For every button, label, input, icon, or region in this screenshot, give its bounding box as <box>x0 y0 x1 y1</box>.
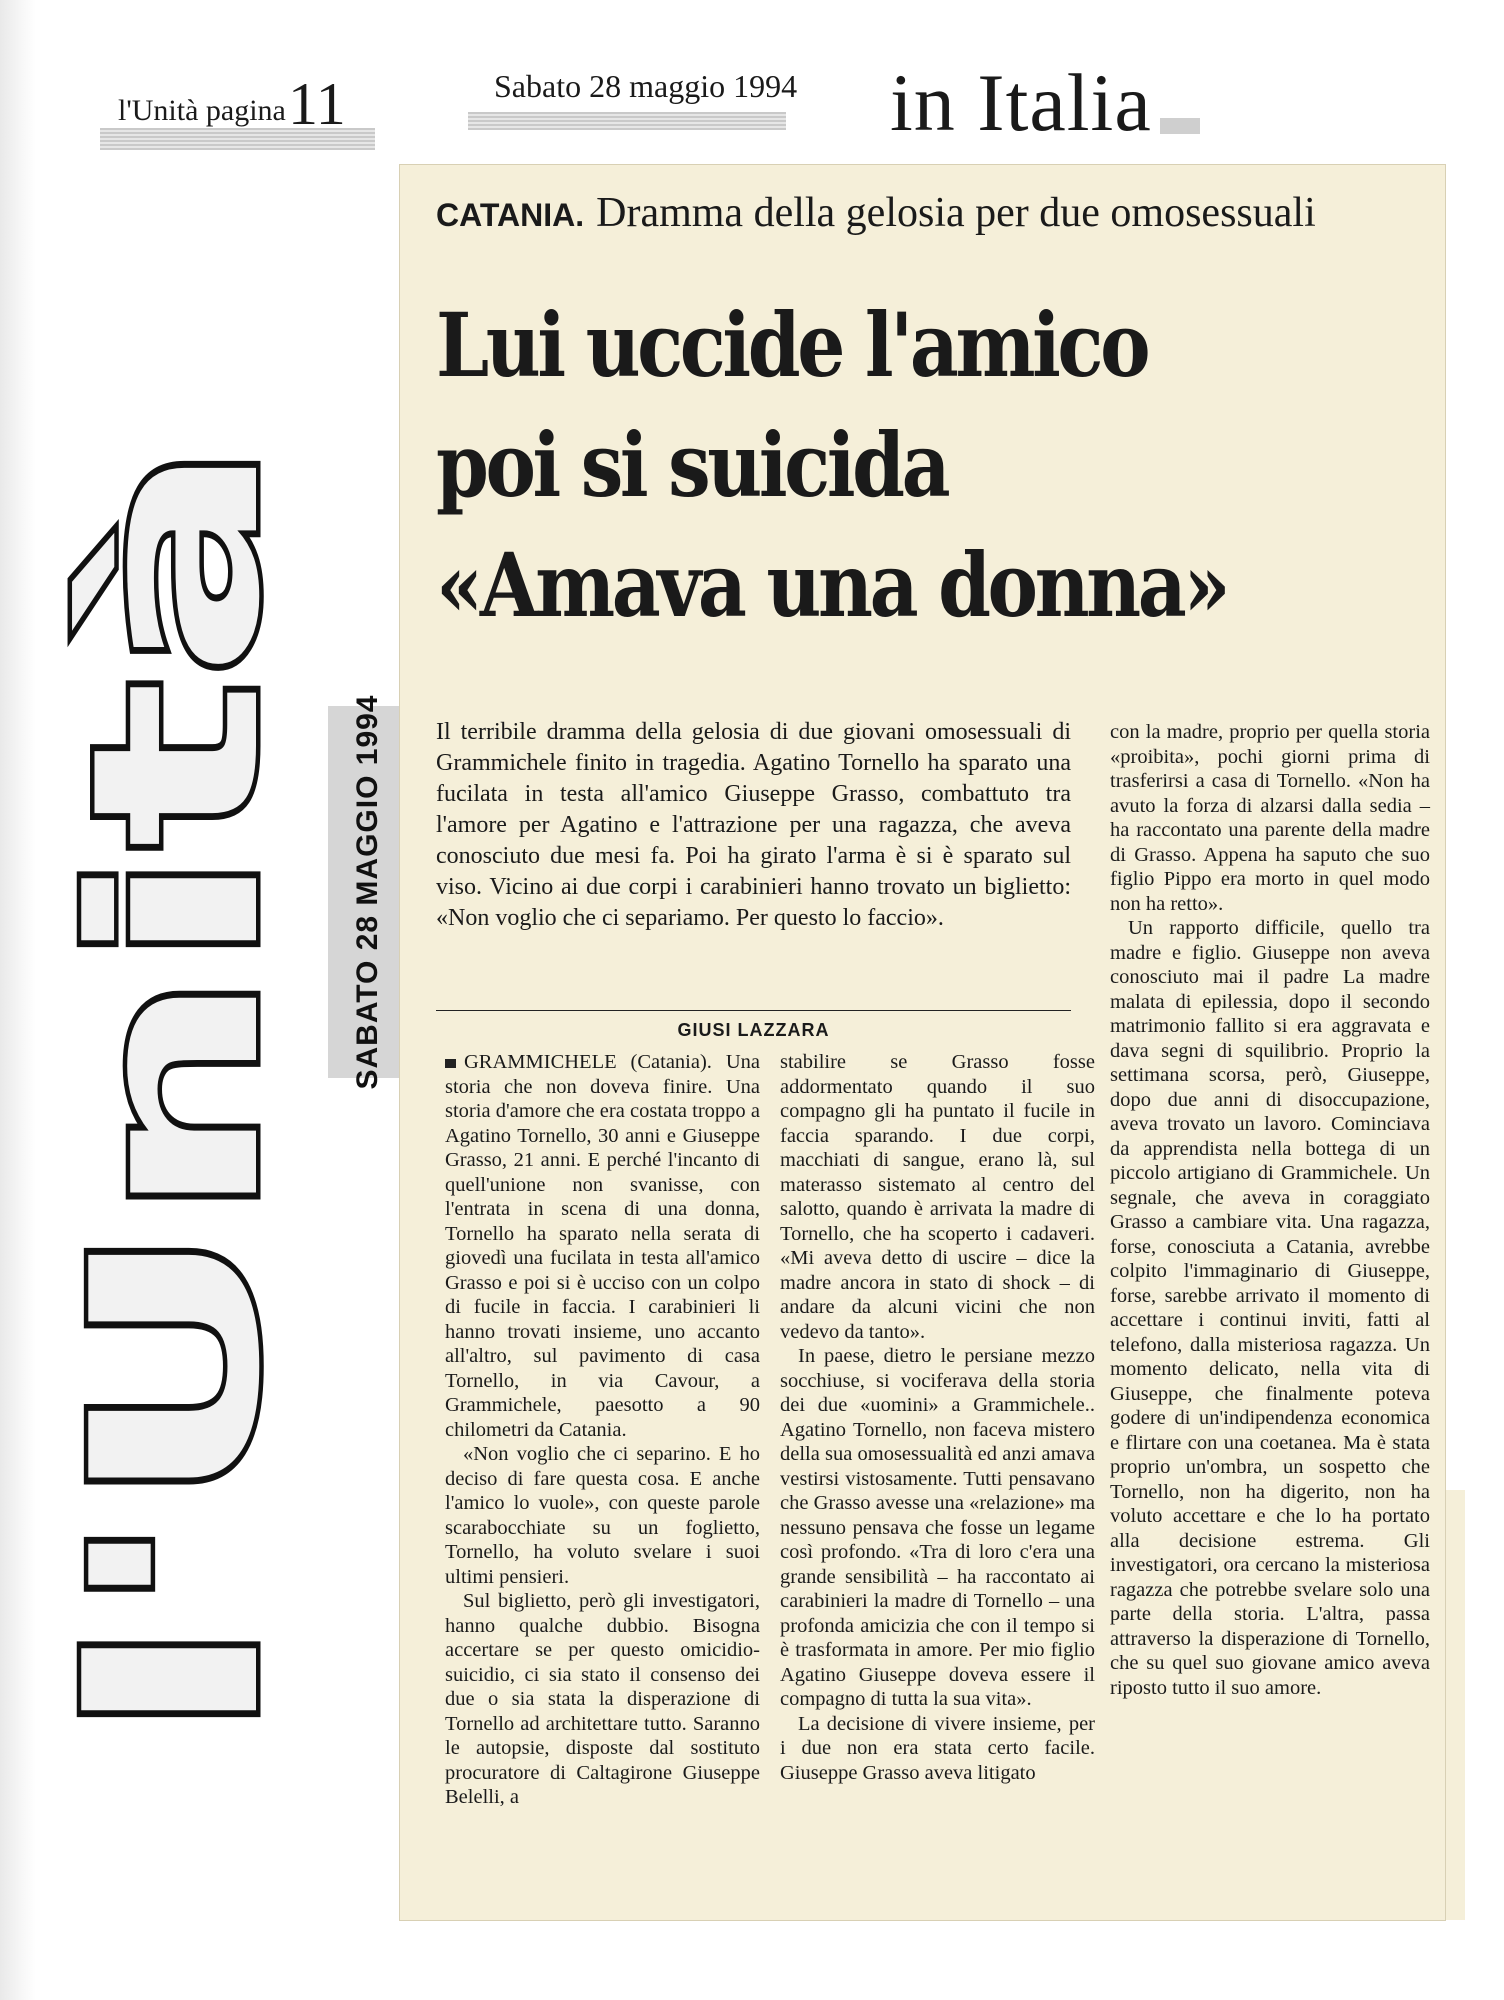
body-paragraph: «Non voglio che ci separino. E ho deciso di fare questa cosa. E anche l'amico lo vuole», con queste parole scarabocchiate su un foglietto, Tornello, ha voluto svelare i suoi ultimi pensieri. <box>445 1443 760 1588</box>
side-date: SABATO 28 MAGGIO 1994 <box>351 694 384 1090</box>
headline-line: «Amava una donna» <box>436 533 1228 637</box>
body-column-2 <box>780 1050 1095 1785</box>
body-column-1 <box>445 1050 760 1810</box>
masthead-logo-text: l'Unità <box>44 896 311 1740</box>
masthead-logo-svg <box>44 420 311 1760</box>
headline-line: Lui uccide l'amico <box>436 293 1148 397</box>
header-strip <box>468 112 786 130</box>
headline-line: poi si suicida <box>436 413 948 517</box>
headline <box>436 285 1296 645</box>
paragraph-text: GRAMMICHELE (Catania). Una storia che non doveva finire. Una storia d'amore che era costata troppo a Agatino Tornello, 30 anni e Giuseppe Grasso, 21 anni. E perché l'incanto di quell'unione non svanisse, con l'entrata in scena di una donna, Tornello ha sparato nella serata di giovedì una fucilata in testa all'amico Grasso e poi si è ucciso con un colpo di fucile in faccia. I carabinieri li hanno trovati insieme, uno accanto all'altro, sul pavimento di casa Tornello, in via Cavour, a Grammichele, paesotto a 90 chilometri da Catania. <box>445 1051 760 1441</box>
kicker <box>436 189 1316 237</box>
masthead-logo <box>44 420 311 1760</box>
kicker-city: CATANIA. <box>436 197 585 233</box>
body-paragraph <box>445 1050 760 1442</box>
paragraph-square-icon <box>445 1059 456 1068</box>
lead-paragraph: Il terribile dramma della gelosia di due giovani omosessuali di Grammichele finito in tragedia. Agatino Tornello ha sparato una fucilata in testa all'amico Giuseppe Grasso, combattuto tra l'amore per Agatino e l'attrazione per una ragazza, che aveva conosciuto due mesi fa. Poi ha girato l'arma è si è sparato sul viso. Vicino ai due corpi i carabinieri hanno trovato un biglietto: «Non voglio che ci separiamo. Per questo lo faccio». <box>436 719 1071 931</box>
section-title: in Italia <box>890 57 1152 148</box>
body-paragraph: stabilire se Grasso fosse addormentato quando il suo compagno gli ha puntato il fucile in faccia sparando. I due corpi, macchiati di sangue, erano là, sul materasso sistemato al centro del salotto, quando è arrivata la madre di Tornello, che ha scoperto i cadaveri. «Mi aveva detto di uscire – dice la madre ancora in stato di shock – di andare da alcuni vicini che non vedevo da tanto». <box>780 1051 1095 1343</box>
header-strip <box>1160 118 1200 134</box>
byline: GIUSI LAZZARA <box>677 1020 830 1040</box>
body-paragraph: Un rapporto difficile, quello tra madre e figlio. Giuseppe non aveva conosciuto mai il padre La madre malata di epilessia, dopo il secondo matrimonio fallito si era aggravata e dava segni di squilibrio. Proprio la settimana scorsa, però, Giuseppe, dopo due anni di disoccupazione, aveva trovato un lavoro. Cominciava da apprendista nella bottega di un piccolo artigiano di Grammichele. Un segnale, che aveva in coraggiato Grasso a cambiare vita. Una ragazza, forse, conosciuta a Catania, avrebbe colpito l'immaginario di Giuseppe, forse, sarebbe arrivato il momento di accettare i continui inviti, fatti al telefono, dalla misteriosa ragazza. Un momento delicato, nella vita di Giuseppe, che finalmente poteva godere di un'indipendenza economica e flirtare con una coetanea. Ma è stata proprio un'ombra, un sospetto che Tornello, non ha digerito, non ha voluto accettare e che lo ha portato alla decisione estrema. Gli investigatori, ora cercano la misteriosa ragazza che potrebbe svelare solo una parte della storia. L'altra, passa attraverso la disperazione di Tornello, che su quel suo giovane amico aveva riposto tutto il suo amore. <box>1110 917 1430 1699</box>
body-paragraph: In paese, dietro le persiane mezzo socchiuse, si vociferava della storia dei due «uomini» a Grammichele.. Agatino Tornello, non faceva mistero della sua omosessualità ed anzi amava vestirsi vistosamente. Tutti pensavano che Grasso avesse una «relazione» ma nessuno pensava che fosse un legame così profondo. «Tra di loro c'era una grande sensibilità – ha raccontato ai carabinieri la madre di Tornello – una profonda amicizia che con il tempo si è trasformata in amore. Per mio figlio Agatino Giuseppe doveva essere il compagno di tutta la sua vita». <box>780 1345 1095 1710</box>
body-paragraph: Sul biglietto, però gli investigatori, hanno qualche dubbio. Bisogna accertare se per questo omicidio-suicidio, ci sia stato il consenso dei due o sia stata la disperazione di Tornello ad architettare tutto. Saranno le autopsie, disposte dal sostituto procuratore di Caltagirone Giuseppe Belelli, a <box>445 1590 760 1808</box>
body-column-3 <box>1110 720 1430 1700</box>
header-date: Sabato 28 maggio 1994 <box>494 68 798 104</box>
body-paragraph: con la madre, proprio per quella storia «proibita», pochi giorni prima di trasferirsi a casa di Tornello. «Non ha avuto la forza di alzarsi dalla sedia – ha raccontato una parente della madre di Grasso. Appena ha saputo che suo figlio Pippo era morto in quel modo non ha retto». <box>1110 721 1430 915</box>
body-paragraph: La decisione di vivere insieme, per i due non era stata certo facile. Giuseppe Grasso aveva litigato <box>780 1712 1095 1784</box>
article-clipping <box>400 165 1445 1920</box>
kicker-topic: Dramma della gelosia per due omosessuali <box>596 190 1316 236</box>
sheet-edge <box>0 0 36 2000</box>
page-number: 11 <box>288 71 346 137</box>
byline-rule <box>436 1010 1071 1011</box>
paper-name: l'Unità pagina <box>118 94 286 127</box>
clipping-edge <box>1445 1490 1465 1920</box>
side-date-band <box>328 694 408 1090</box>
